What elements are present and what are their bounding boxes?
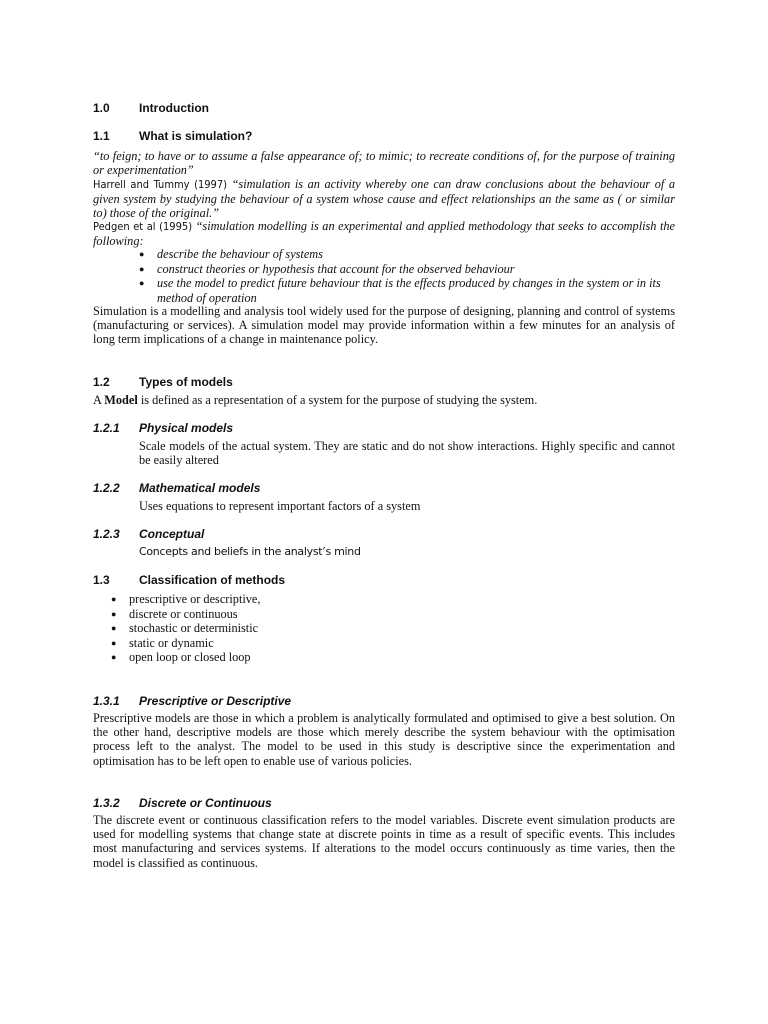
list-item: ● construct theories or hypothesis that account for the observed behaviour bbox=[139, 261, 515, 276]
harrell-quote: Harrell and Tummy (1997) “simulation is an activity whereby one can draw conclusions about the behaviour of a given system by studying the behaviour of a system whose cause and effect relationships an the same as ( or similar to) those of the original.” bbox=[93, 177, 676, 221]
conceptual-text: Concepts and beliefs in the analyst’s mind bbox=[139, 545, 361, 558]
heading-mathematical-models: 1.2.2 Mathematical models bbox=[93, 481, 261, 495]
heading-physical-models: 1.2.1 Physical models bbox=[93, 421, 234, 435]
simulation-aims-list bbox=[139, 247, 675, 305]
prescriptive-text: Prescriptive models are those in which a problem is analytically formulated and optimised to give a best solution. On the other hand, descriptive models are those which merely describe the system behaviour with the optimisation process left to the analyst. The model to be used in this study is descriptive since the experimentation and optimisation has to be left open to enable use of various policies. bbox=[93, 711, 675, 768]
definition-quote: “to feign; to have or to assume a false appearance of; to mimic; to recreate conditions of, for the purpose of training or experimentation” bbox=[93, 149, 675, 178]
heading-what-is-simulation: 1.1 What is simulation? bbox=[93, 129, 253, 143]
list-item: ● prescriptive or descriptive, bbox=[111, 592, 261, 606]
list-item: ● stochastic or deterministic bbox=[111, 621, 259, 635]
list-item: ● describe the behaviour of systems bbox=[139, 247, 323, 261]
pedgen-quote: Pedgen et al (1995) “simulation modelling is an experimental and applied methodology that seeks to accomplish the following: bbox=[93, 219, 675, 249]
mathematical-models-text: Uses equations to represent important factors of a system bbox=[139, 499, 421, 513]
list-item: ● use the model to predict future behaviour that is the effects produced by changes in the system or in its method of operation bbox=[139, 276, 661, 305]
heading-introduction: 1.0 Introduction bbox=[93, 101, 209, 115]
heading-prescriptive: 1.3.1 Prescriptive or Descriptive bbox=[93, 694, 292, 708]
list-item: ● open loop or closed loop bbox=[111, 650, 251, 664]
list-item: ● static or dynamic bbox=[111, 635, 214, 650]
physical-models-text: Scale models of the actual system. They are static and do not show interactions. Highly specific and cannot be easily altered bbox=[139, 439, 675, 468]
heading-conceptual: 1.2.3 Conceptual bbox=[93, 527, 205, 541]
model-definition: A Model is defined as a representation of a system for the purpose of studying the system. bbox=[93, 393, 538, 407]
discrete-text: The discrete event or continuous classification refers to the model variables. Discrete event simulation products are used for modelling systems that change state at discrete points in time as a result of specific events. This includes most manufacturing and services systems. If alterations to the model occurs continuously as time varies, then the model is classified as continuous. bbox=[93, 813, 675, 870]
classification-list bbox=[111, 592, 671, 665]
list-item: ● discrete or continuous bbox=[111, 606, 238, 621]
heading-types-of-models: 1.2 Types of models bbox=[93, 375, 233, 389]
heading-classification: 1.3 Classification of methods bbox=[93, 573, 286, 587]
heading-discrete: 1.3.2 Discrete or Continuous bbox=[93, 796, 272, 810]
simulation-paragraph: Simulation is a modelling and analysis tool widely used for the purpose of designing, planning and control of systems (manufacturing or services). A simulation model may provide information within a few minutes for an analysis of long term implications of a change in maintenance policy. bbox=[93, 304, 675, 347]
